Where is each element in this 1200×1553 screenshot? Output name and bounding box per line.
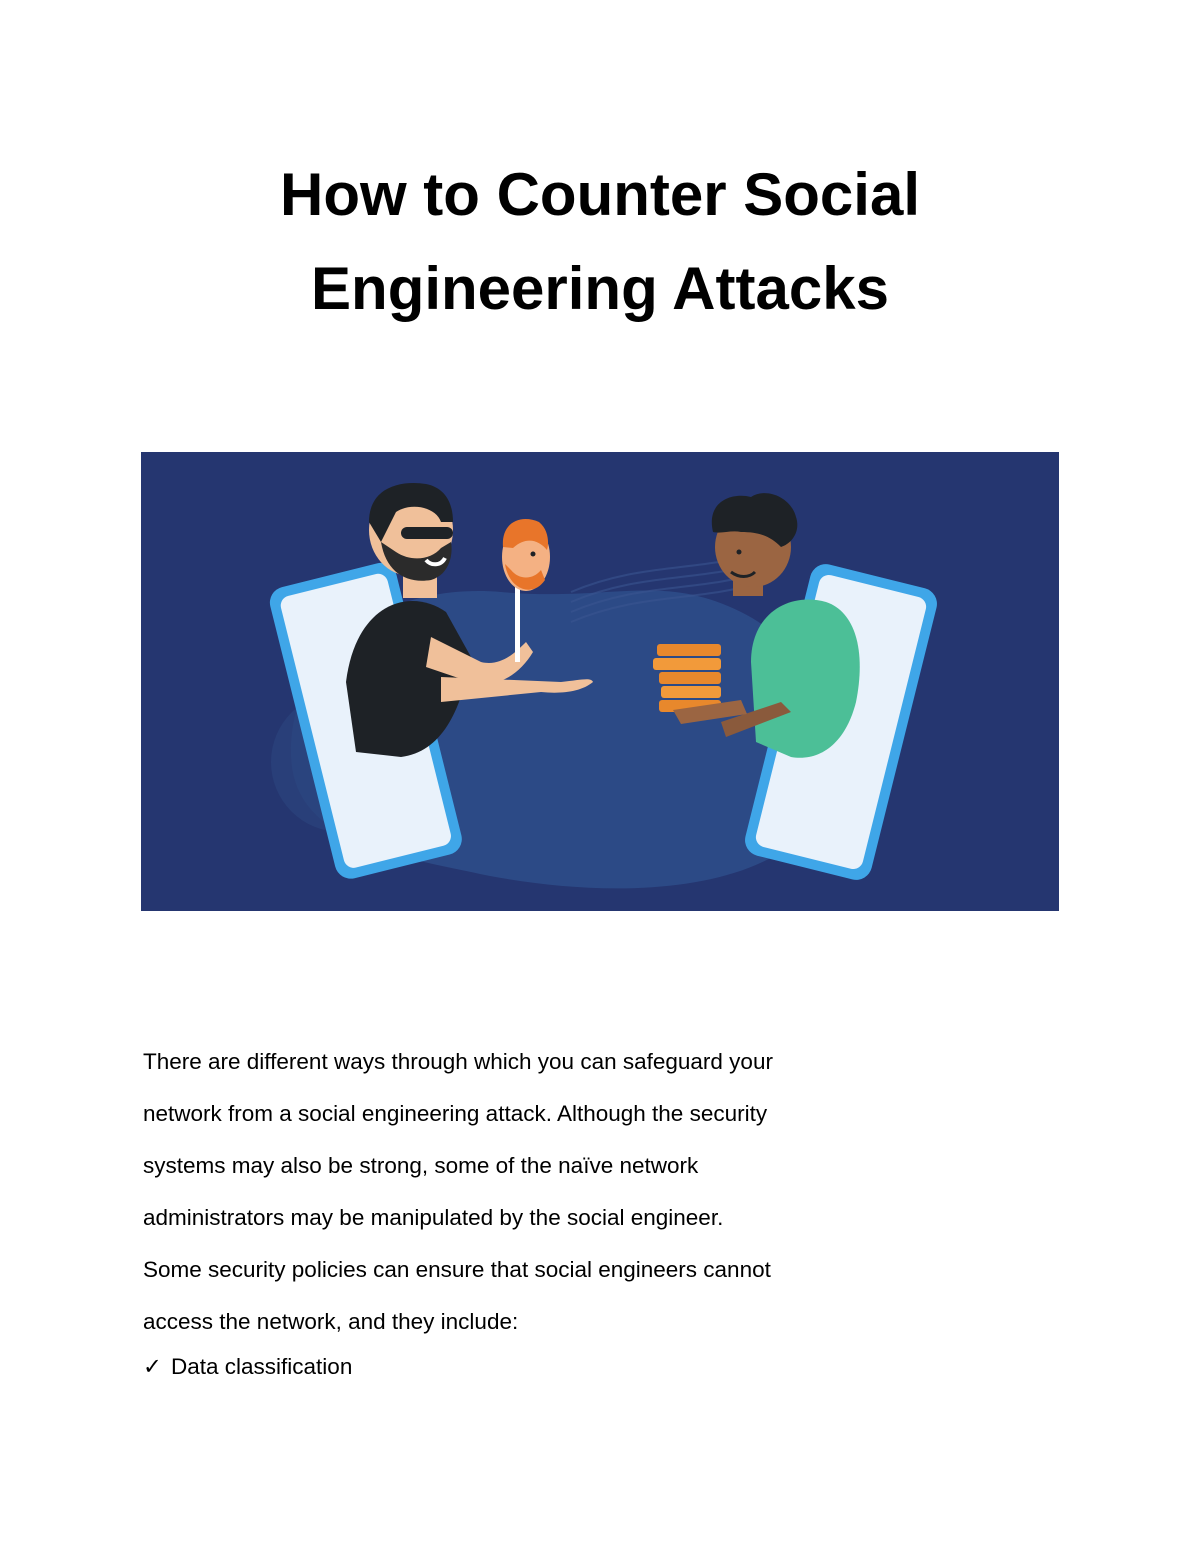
body-line: network from a social engineering attack. Although the security <box>143 1101 768 1126</box>
body-line: access the network, and they include: <box>143 1309 519 1334</box>
bullet-item <box>143 1347 352 1387</box>
coin-stack-icon <box>653 644 721 712</box>
bullet-text: Data classification <box>171 1354 353 1379</box>
title-line-2: Engineering Attacks <box>311 255 889 322</box>
illustration-svg <box>141 452 1059 911</box>
page-title <box>0 148 1200 336</box>
body-line: administrators may be manipulated by the social engineer. <box>143 1205 724 1230</box>
check-mark-icon: ✓ <box>143 1354 162 1379</box>
title-line-1: How to Counter Social <box>279 161 921 228</box>
social-engineering-illustration <box>141 452 1059 911</box>
body-line: There are different ways through which you can safeguard your <box>143 1049 773 1074</box>
body-line: systems may also be strong, some of the naïve network <box>143 1153 699 1178</box>
body-paragraph <box>143 1036 903 1348</box>
body-line: Some security policies can ensure that social engineers cannot <box>143 1257 771 1282</box>
